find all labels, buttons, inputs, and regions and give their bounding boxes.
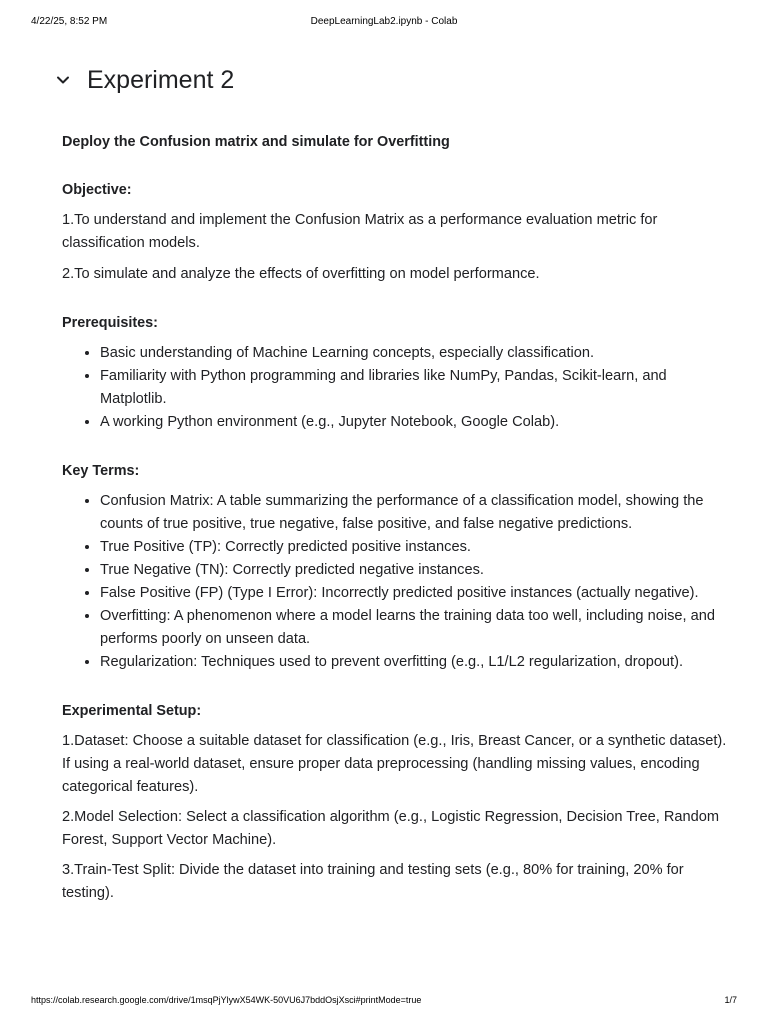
page-number: 1/7 — [724, 995, 737, 1005]
list-item: • Basic understanding of Machine Learning concepts, especially classification. — [100, 342, 732, 365]
objective-heading: Objective: — [62, 182, 132, 198]
list-item: • True Negative (TN): Correctly predicted negative instances. — [100, 559, 732, 582]
prerequisites-list — [62, 342, 732, 434]
section-heading — [54, 62, 234, 98]
list-item: • A working Python environment (e.g., Jupyter Notebook, Google Colab). — [100, 411, 732, 434]
setup-item: 3.Train-Test Split: Divide the dataset into training and testing sets (e.g., 80% for training, 20% for testing). — [62, 862, 684, 901]
objective-item: 1.To understand and implement the Confusion Matrix as a performance evaluation metric for classification models. — [62, 212, 658, 251]
print-datetime: 4/22/25, 8:52 PM — [31, 16, 108, 27]
document-subtitle: Deploy the Confusion matrix and simulate for Overfitting — [62, 134, 450, 150]
list-item: • Regularization: Techniques used to prevent overfitting (e.g., L1/L2 regularization, dropout). — [100, 651, 732, 674]
setup-heading: Experimental Setup: — [62, 703, 202, 719]
text-cell — [62, 131, 732, 905]
chevron-down-icon[interactable] — [54, 71, 72, 89]
print-url: https://colab.research.google.com/drive/1msqPjYlywX54WK-50VU6J7bddOsjXsci#printMode=true — [31, 995, 422, 1005]
objective-item: 2.To simulate and analyze the effects of overfitting on model performance. — [62, 266, 540, 282]
print-tab-title: DeepLearningLab2.ipynb - Colab — [310, 16, 458, 27]
print-header — [0, 16, 768, 30]
prerequisites-heading: Prerequisites: — [62, 315, 158, 331]
list-item: • False Positive (FP) (Type I Error): Incorrectly predicted positive instances (actually negative). — [100, 582, 732, 605]
section-title: Experiment 2 — [87, 65, 235, 94]
setup-item: 1.Dataset: Choose a suitable dataset for classification (e.g., Iris, Breast Cancer, or a synthetic dataset). If using a real-world dataset, ensure proper data preprocessing (handling missing values, encoding categorical features). — [62, 733, 727, 795]
list-item: • Confusion Matrix: A table summarizing the performance of a classification model, showing the counts of true positive, true negative, false positive, and false negative predictions. — [100, 490, 732, 536]
key-terms-heading: Key Terms: — [62, 463, 140, 479]
key-terms-list — [62, 490, 732, 674]
list-item: • Overfitting: A phenomenon where a model learns the training data too well, including noise, and performs poorly on unseen data. — [100, 605, 732, 651]
list-item: • True Positive (TP): Correctly predicted positive instances. — [100, 536, 732, 559]
print-footer — [0, 995, 768, 1009]
list-item: • Familiarity with Python programming and libraries like NumPy, Pandas, Scikit-learn, and Matplotlib. — [100, 365, 732, 411]
setup-item: 2.Model Selection: Select a classification algorithm (e.g., Logistic Regression, Decision Tree, Random Forest, Support Vector Machine). — [62, 809, 720, 848]
